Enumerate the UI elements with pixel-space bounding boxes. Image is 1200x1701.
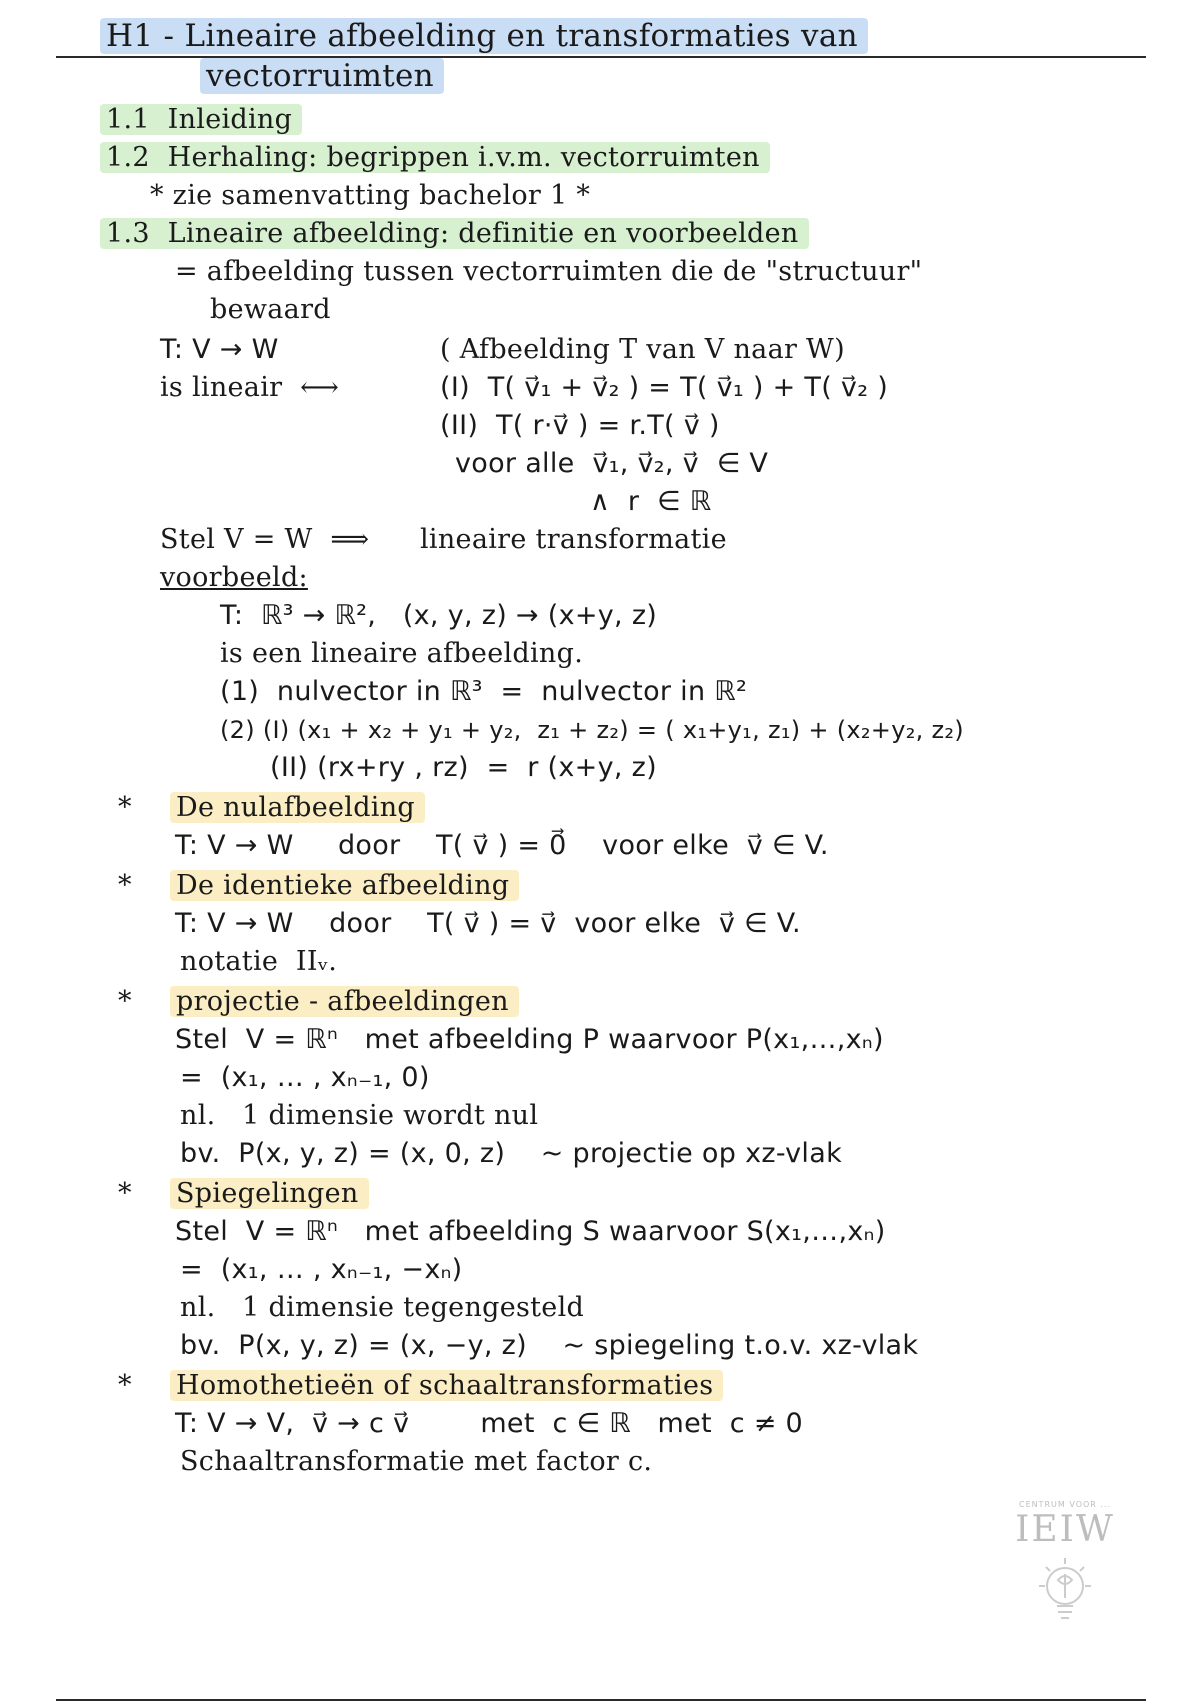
identity-heading: De identieke afbeelding	[170, 868, 519, 904]
note-line: * zie samenvatting bachelor 1 *	[150, 180, 591, 211]
section-1-1: 1.1 Inleiding	[100, 102, 302, 138]
example-statement: is een lineaire afbeelding.	[220, 638, 584, 669]
stel-line: Stel V = W ⟹	[160, 524, 370, 555]
scalar-line: ∧ r ∈ ℝ	[590, 486, 712, 517]
watermark-logo: CENTRUM VOOR ... IEIW	[1000, 1500, 1130, 1634]
is-linear-label: is lineair ⟷	[160, 372, 340, 403]
bullet-star: *	[118, 986, 132, 1017]
example-label: voorbeeld:	[160, 562, 308, 593]
zero-map-def: T: V → W door T( v⃗ ) = 0⃗ voor elke v⃗ ∈ V.	[175, 830, 829, 861]
condition-ii: (II) T( r·v⃗ ) = r.T( v⃗ )	[440, 410, 720, 441]
example-step-2-ii: (II) (rx+ry , rz) = r (x+y, z)	[270, 752, 657, 783]
zero-map-heading: De nulafbeelding	[170, 790, 425, 826]
reflection-note: nl. 1 dimensie tegengesteld	[180, 1292, 585, 1323]
definition-line-cont: bewaard	[210, 294, 331, 325]
reflection-def-cont: = (x₁, … , xₙ₋₁, −xₙ)	[180, 1254, 463, 1285]
projection-def-cont: = (x₁, … , xₙ₋₁, 0)	[180, 1062, 430, 1093]
homothety-heading: Homothetieën of schaaltransformaties	[170, 1368, 723, 1404]
projection-heading: projectie - afbeeldingen	[170, 984, 519, 1020]
watermark-name: IEIW	[1015, 1509, 1115, 1550]
bullet-star: *	[118, 1370, 132, 1401]
reflection-def: Stel V = ℝⁿ met afbeelding S waarvoor S(x₁,…,xₙ)	[175, 1216, 886, 1247]
section-1-3: 1.3 Lineaire afbeelding: definitie en voorbeelden	[100, 216, 809, 252]
identity-def: T: V → W door T( v⃗ ) = v⃗ voor elke v⃗ ∈ V.	[175, 908, 801, 939]
section-1-2: 1.2 Herhaling: begrippen i.v.m. vectorruimten	[100, 140, 770, 176]
lightbulb-brain-icon	[1025, 1550, 1105, 1630]
chapter-title: H1 - Lineaire afbeelding en transformaties van	[100, 18, 868, 54]
identity-notation: notatie IIᵥ.	[180, 946, 338, 977]
mapping-note: ( Afbeelding T van V naar W)	[440, 334, 845, 365]
mapping-line: T: V → W	[160, 334, 279, 365]
homothety-def: T: V → V, v⃗ → c v⃗ met c ∈ ℝ met c ≠ 0	[175, 1408, 804, 1439]
homothety-note: Schaaltransformatie met factor c.	[180, 1446, 653, 1477]
chapter-title-cont: vectorruimten	[200, 58, 444, 94]
projection-def: Stel V = ℝⁿ met afbeelding P waarvoor P(x₁,…,xₙ)	[175, 1024, 884, 1055]
example-mapping: T: ℝ³ → ℝ², (x, y, z) → (x+y, z)	[220, 600, 658, 631]
bullet-star: *	[118, 870, 132, 901]
linear-transformation-label: lineaire transformatie	[420, 524, 727, 555]
for-all-line: voor alle v⃗₁, v⃗₂, v⃗ ∈ V	[455, 448, 769, 479]
reflection-heading: Spiegelingen	[170, 1176, 369, 1212]
bullet-star: *	[118, 1178, 132, 1209]
bullet-star: *	[118, 792, 132, 823]
projection-example: bv. P(x, y, z) = (x, 0, z) ~ projectie op xz-vlak	[180, 1138, 843, 1169]
example-step-1: (1) nulvector in ℝ³ = nulvector in ℝ²	[220, 676, 748, 707]
example-step-2-i: (2) (I) (x₁ + x₂ + y₁ + y₂, z₁ + z₂) = ( x₁+y₁, z₁) + (x₂+y₂, z₂)	[220, 716, 964, 744]
projection-note: nl. 1 dimensie wordt nul	[180, 1100, 539, 1131]
condition-i: (I) T( v⃗₁ + v⃗₂ ) = T( v⃗₁ ) + T( v⃗₂ )	[440, 372, 889, 403]
definition-line: = afbeelding tussen vectorruimten die de "structuur"	[175, 256, 923, 287]
reflection-example: bv. P(x, y, z) = (x, −y, z) ~ spiegeling t.o.v. xz-vlak	[180, 1330, 919, 1361]
